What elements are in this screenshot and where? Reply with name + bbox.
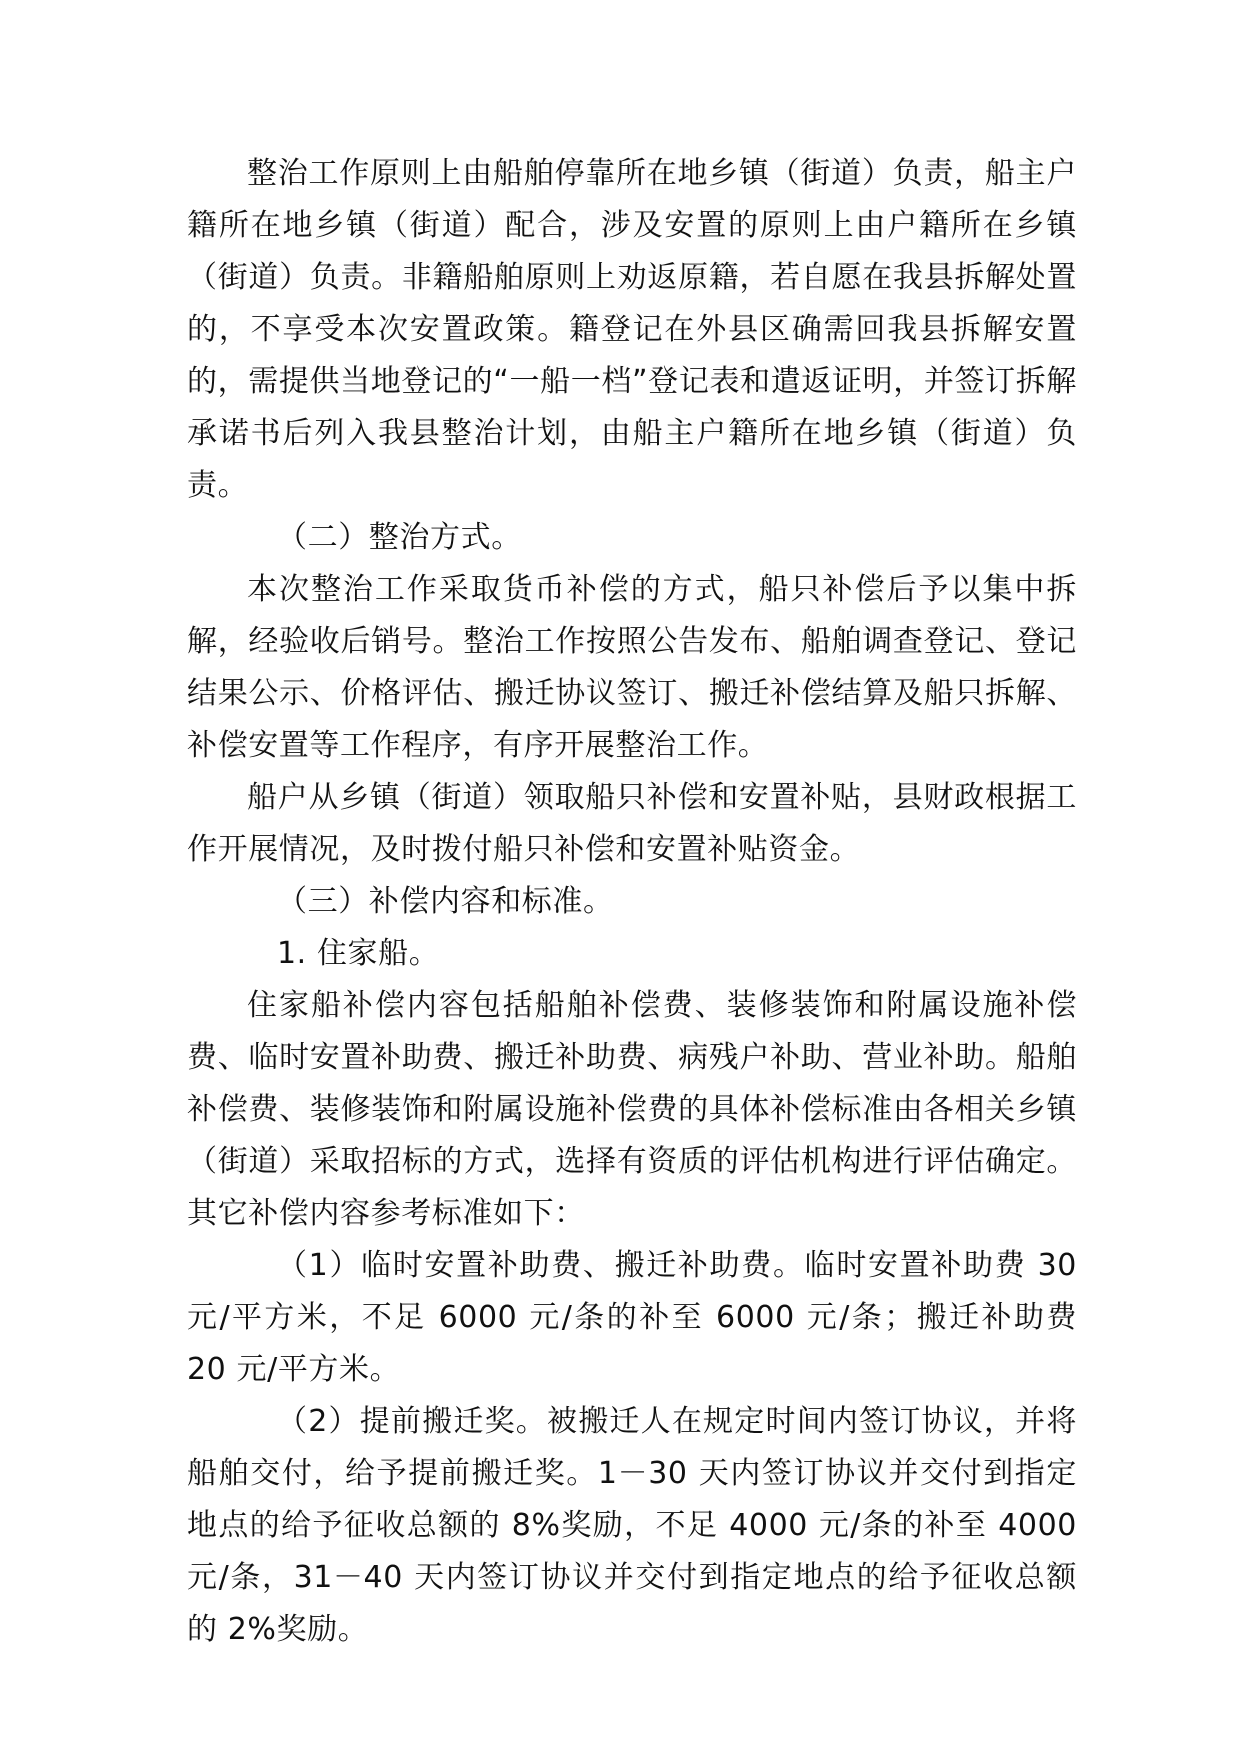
paragraph-method: 本次整治工作采取货币补偿的方式，船只补偿后予以集中拆解，经验收后销号。整治工作按照公告发布、船舶调查登记、登记结果公示、价格评估、搬迁协议签订、搬迁补偿结算及船只拆解、补偿安置等工作程序，有序开展整治工作。 [187,572,1077,763]
document-body [187,148,1077,1656]
section-heading-compensation: （三）补偿内容和标准。 [277,884,614,919]
paragraph-temporary-subsidy: （1）临时安置补助费、搬迁补助费。临时安置补助费 30 元/平方米，不足 6000 元/条的补至 6000 元/条；搬迁补助费 20 元/平方米。 [187,1248,1077,1387]
subheading-houseboat: 1. 住家船。 [277,936,440,971]
paragraph-early-relocation-reward: （2）提前搬迁奖。被搬迁人在规定时间内签订协议，并将船舶交付，给予提前搬迁奖。1－30 天内签订协议并交付到指定地点的给予征收总额的 8%奖励，不足 4000 元/条的补至 4000 元/条，31－40 天内签订协议并交付到指定地点的给予征收总额的 2%奖励。 [187,1404,1077,1647]
paragraph-houseboat-compensation: 住家船补偿内容包括船舶补偿费、装修装饰和附属设施补偿费、临时安置补助费、搬迁补助费、病残户补助、营业补助。船舶补偿费、装修装饰和附属设施补偿费的具体补偿标准由各相关乡镇（街道）采取招标的方式，选择有资质的评估机构进行评估确定。其它补偿内容参考标准如下： [187,988,1077,1231]
paragraph-responsibility: 整治工作原则上由船舶停靠所在地乡镇（街道）负责，船主户籍所在地乡镇（街道）配合，涉及安置的原则上由户籍所在乡镇（街道）负责。非籍船舶原则上劝返原籍，若自愿在我县拆解处置的，不享受本次安置政策。籍登记在外县区确需回我县拆解安置的，需提供当地登记的“一船一档”登记表和遣返证明，并签订拆解承诺书后列入我县整治计划，由船主户籍所在地乡镇（街道）负责。 [187,156,1077,503]
section-heading-method: （二）整治方式。 [277,520,522,555]
paragraph-funding: 船户从乡镇（街道）领取船只补偿和安置补贴，县财政根据工作开展情况，及时拨付船只补偿和安置补贴资金。 [187,780,1077,867]
